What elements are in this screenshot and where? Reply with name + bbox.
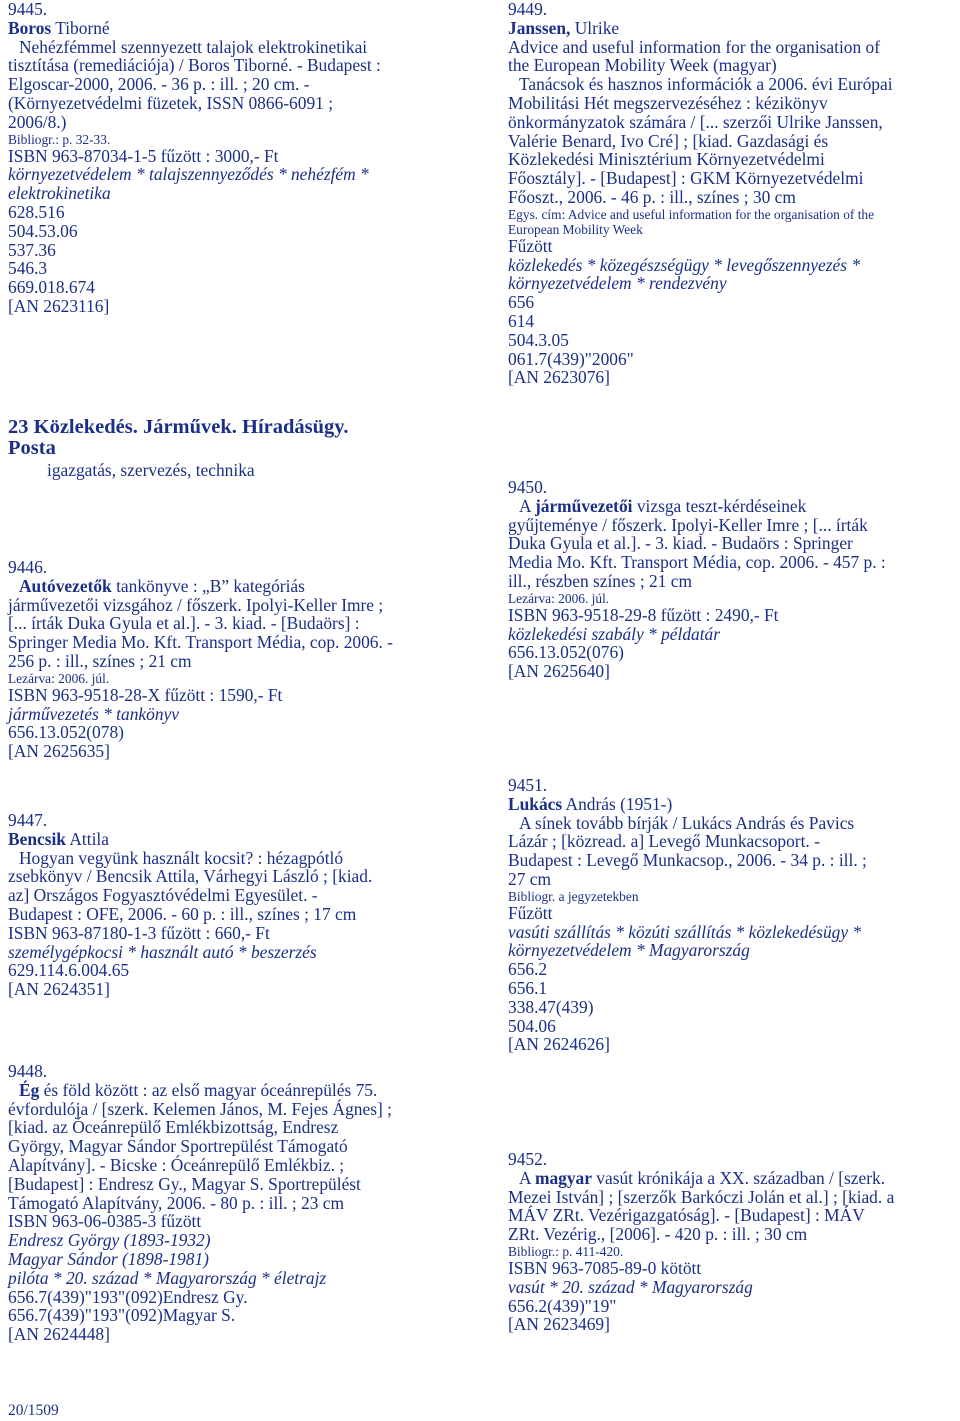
entry-text-line [8, 980, 463, 999]
subject-keywords [8, 1250, 463, 1269]
section-title: 23 Közlekedés. Járművek. Híradásügy. [8, 416, 349, 438]
entry-text: környezetvédelem * rendezvény [508, 273, 727, 294]
entry-text: Elgoscar-2000, 2006. - 36 p. : ill. ; 20 cm. - [8, 74, 310, 95]
entry-text: az] Országos Fogyasztóvédelmi Egyesület. - [8, 885, 318, 906]
entry-title-keyword: Autóvezetők [19, 575, 112, 596]
entry-text-line [508, 643, 953, 662]
entry-text: 614 [508, 310, 535, 331]
entry-text-line [508, 814, 953, 833]
entry-text: [kiad. az Óceánrepülő Emlékbizottság, Endresz [8, 1117, 339, 1138]
entry-text: [AN 2624448] [8, 1324, 110, 1345]
entry-text: környezetvédelem * Magyarország [508, 940, 750, 961]
subject-keywords [508, 923, 953, 942]
entry-text: Közlekedési Minisztérium Környezetvédelmi [508, 149, 825, 170]
entry-text: 628.516 [8, 201, 65, 222]
entry-text-prefix: A [519, 1167, 535, 1188]
entry-number: 9449. [508, 0, 548, 19]
entry-text: Nehézfémmel szennyezett talajok elektrokinetikai [19, 36, 368, 57]
entry-text: vizsga teszt-kérdéseinek [632, 495, 807, 516]
entry-text-line [508, 150, 953, 169]
entry-text-line [508, 832, 953, 851]
entry-text: vasút krónikája a XX. században / [szerk. [591, 1167, 886, 1188]
entry-text: 656.2 [508, 959, 548, 980]
entry-text-line [508, 237, 953, 256]
entry-text-line [508, 1017, 953, 1036]
entry-text: Alapítvány]. - Bicske : Óceánrepülő Emlékbiz. ; [8, 1154, 345, 1175]
subject-keywords [8, 1269, 463, 1288]
entry-text: tisztítása (remediációja) / Boros Tiborné. - Budapest : [8, 55, 381, 76]
entry-text-line [8, 723, 463, 742]
entry-text: György, Magyar Sándor Sportrepülést Támogató [8, 1136, 348, 1157]
catalog-entry [8, 0, 463, 316]
entry-author-surname: Janssen, [508, 17, 571, 38]
entry-text: Lezárva: 2006. júl. [508, 590, 610, 606]
entry-author-surname: Boros [8, 17, 52, 38]
catalog-entry [508, 776, 953, 1054]
entry-text: Főoszt., 2006. - 46 p. : ill., színes ; 30 cm [508, 186, 796, 207]
entry-text-line [8, 241, 463, 260]
entry-text-line [8, 1288, 463, 1307]
entry-text: the European Mobility Week (magyar) [508, 55, 777, 76]
entry-text: 537.36 [8, 239, 56, 260]
entry-text-line [8, 886, 463, 905]
entry-text: Főosztály]. - [Budapest] : GKM Környezetvédelmi [508, 168, 864, 189]
entry-text-line [8, 1137, 463, 1156]
entry-text-line [508, 998, 953, 1017]
entry-text-line [508, 516, 953, 535]
entry-number: 9452. [508, 1149, 548, 1169]
entry-text-line [8, 1306, 463, 1325]
entry-text: zsebkönyv / Bencsik Attila, Várhegyi László ; [kiad. [8, 866, 373, 887]
entry-text: járművezetői vizsgához / főszerk. Ipolyi-Keller Imre ; [8, 594, 384, 615]
entry-text-line [8, 1100, 463, 1119]
entry-text-line [508, 38, 953, 57]
entry-text: évfordulója / [szerk. Kelemen János, M. Fejes Ágnes] ; [8, 1098, 392, 1119]
entry-text-line [8, 633, 463, 652]
entry-text: ISBN 963-06-0385-3 fűzött [8, 1211, 202, 1232]
entry-text-line [508, 979, 953, 998]
entry-author [8, 830, 463, 849]
entry-text: 061.7(439)"2006" [508, 348, 634, 369]
entry-text: A sínek tovább bírják / Lukács András és Pavics [519, 812, 855, 833]
entry-text: Mezei István] ; [szerzők Barkóczi Jolán et al.] ; [kiad. a [508, 1186, 895, 1207]
entry-text-prefix: A [519, 495, 535, 516]
entry-text: European Mobility Week [508, 221, 643, 237]
entry-text-line [508, 851, 953, 870]
entry-text-line [8, 577, 463, 596]
entry-text-line [8, 203, 463, 222]
entry-text-line [8, 1156, 463, 1175]
entry-text: Hogyan vegyünk használt kocsit? : hézagpótló [19, 847, 344, 868]
entry-text: [AN 2625635] [8, 741, 110, 762]
entry-text-line [508, 113, 953, 132]
entry-note [508, 591, 953, 606]
subject-keywords [508, 256, 953, 275]
entry-text: gyűjteménye / főszerk. Ipolyi-Keller Imre ; [... írták [508, 514, 868, 535]
entry-text-line [508, 960, 953, 979]
entry-text-line [508, 1169, 953, 1188]
entry-note [8, 132, 463, 147]
entry-text: 656.2(439)"19" [508, 1295, 617, 1316]
entry-text-line [8, 849, 463, 868]
entry-text: Egys. cím: Advice and useful information for the organisation of the [508, 206, 875, 222]
entry-author [508, 795, 953, 814]
entry-text-line [508, 534, 953, 553]
entry-text: 629.114.6.004.65 [8, 960, 130, 981]
entry-text-line [508, 331, 953, 350]
entry-text-line [8, 278, 463, 297]
entry-text-line [8, 1194, 463, 1213]
entry-text-line [8, 1118, 463, 1137]
entry-text: (Környezetvédelmi füzetek, ISSN 0866-6091 ; [8, 92, 334, 113]
entry-text: Bibliogr. a jegyzetekben [508, 888, 639, 904]
subject-keywords [508, 1278, 953, 1297]
entry-text-line [508, 1206, 953, 1225]
entry-text-line [508, 293, 953, 312]
entry-text-line [508, 662, 953, 681]
subject-keywords [508, 625, 953, 644]
entry-text-line [8, 742, 463, 761]
entry-text: ISBN 963-9518-29-8 fűzött : 2490,- Ft [508, 604, 779, 625]
entry-author-given-name: Ulrike [570, 17, 620, 38]
entry-text-line [8, 652, 463, 671]
entry-text: ISBN 963-9518-28-X fűzött : 1590,- Ft [8, 684, 283, 705]
entry-number: 9451. [508, 775, 548, 795]
entry-text-line [508, 497, 953, 516]
entry-text-line [8, 961, 463, 980]
entry-text: és föld között : az első magyar óceánrepülés 75. [39, 1079, 378, 1100]
entry-text: 656.7(439)"193"(092)Endresz Gy. [8, 1286, 248, 1307]
subject-keywords [8, 943, 463, 962]
entry-text: ISBN 963-87034-1-5 fűzött : 3000,- Ft [8, 145, 279, 166]
entry-text: Advice and useful information for the organisation of [508, 36, 881, 57]
entry-text-line [508, 904, 953, 923]
entry-text-line [508, 350, 953, 369]
entry-text-line [508, 553, 953, 572]
entry-text: Mobilitási Hét megszervezéséhez : kézikönyv [508, 92, 828, 113]
entry-text-line [508, 1188, 953, 1207]
entry-text-line [8, 297, 463, 316]
entry-text: [Budapest] : Endresz Gy., Magyar S. Sportrepülést [8, 1173, 361, 1194]
entry-text: Magyar Sándor (1898-1981) [8, 1248, 209, 1269]
entry-text-line [508, 56, 953, 75]
entry-text-line [508, 169, 953, 188]
entry-text: Budapest : OFE, 2006. - 60 p. : ill., színes ; 17 cm [8, 903, 357, 924]
entry-text: Duka Gyula et al.]. - 3. kiad. - Budaörs : Springer [508, 533, 853, 554]
entry-number: 9445. [8, 0, 48, 19]
entry-text: Media Mo. Kft. Transport Média, cop. 2006. - 457 p. : [508, 552, 886, 573]
entry-note [508, 889, 953, 904]
entry-text: Bibliogr.: p. 32-33. [8, 131, 111, 147]
subject-keywords [8, 705, 463, 724]
entry-text: ISBN 963-87180-1-3 fűzött : 660,- Ft [8, 922, 270, 943]
entry-text-line [8, 924, 463, 943]
entry-title-keyword: járművezetői [534, 495, 633, 516]
entry-text: 669.018.674 [8, 277, 95, 298]
entry-text: Fűzött [508, 902, 553, 923]
entry-text-line [508, 312, 953, 331]
entry-text: tankönyve : „B” kategóriás [111, 575, 305, 596]
entry-text: Lezárva: 2006. júl. [8, 670, 110, 686]
entry-text-line [508, 188, 953, 207]
entry-text: vasúti szállítás * közúti szállítás * közlekedésügy * [508, 921, 862, 942]
entry-text: ISBN 963-7085-89-0 kötött [508, 1257, 702, 1278]
section-subtitle: igazgatás, szervezés, technika [47, 460, 255, 480]
entry-number: 9447. [8, 810, 48, 830]
entry-text: közlekedés * közegészségügy * levegőszennyezés * [508, 254, 861, 275]
entry-number: 9448. [8, 1061, 48, 1081]
entry-number: 9446. [8, 557, 48, 577]
entry-text: [AN 2624626] [508, 1034, 610, 1055]
entry-text-line [8, 113, 463, 132]
entry-author-given-name: András (1951-) [562, 793, 673, 814]
entry-text: Endresz György (1893-1932) [8, 1230, 211, 1251]
entry-note [8, 671, 463, 686]
entry-text: Springer Media Mo. Kft. Transport Média, cop. 2006. - [8, 632, 393, 653]
entry-text: Fűzött [508, 235, 553, 256]
catalog-entry [8, 811, 463, 999]
entry-text-line [508, 132, 953, 151]
entry-text-line [8, 259, 463, 278]
entry-text: [AN 2623076] [508, 367, 610, 388]
catalog-entry [508, 0, 953, 387]
entry-text-line [8, 56, 463, 75]
entry-text-line [8, 94, 463, 113]
entry-text-line [508, 870, 953, 889]
entry-text-line [508, 1315, 953, 1334]
entry-text: 504.06 [508, 1015, 556, 1036]
entry-text: 656.13.052(076) [508, 642, 624, 663]
entry-title-keyword: Ég [19, 1079, 40, 1100]
entry-text: 656.7(439)"193"(092)Magyar S. [8, 1305, 236, 1326]
entry-title-keyword: magyar [534, 1167, 592, 1188]
entry-text: MÁV ZRt. Vezérigazgatóság]. - [Budapest] : MÁV [508, 1205, 865, 1226]
entry-text: 2006/8.) [8, 111, 67, 132]
entry-author-surname: Lukács [508, 793, 563, 814]
entry-text-line [8, 147, 463, 166]
entry-text: [AN 2623469] [508, 1314, 610, 1335]
entry-note [508, 1244, 953, 1259]
entry-text: 656.1 [508, 977, 548, 998]
entry-text-line [508, 1225, 953, 1244]
entry-text-line [8, 75, 463, 94]
entry-text-line [508, 1297, 953, 1316]
entry-number: 9450. [508, 477, 548, 497]
entry-text: 504.53.06 [8, 220, 78, 241]
entry-author-given-name: Tiborné [51, 17, 110, 38]
subject-keywords [508, 274, 953, 293]
entry-text-line [508, 1035, 953, 1054]
entry-text: Támogató Alapítvány, 2006. - 80 p. : ill. ; 23 cm [8, 1192, 345, 1213]
entry-text: [... írták Duka Gyula et al.]. - 3. kiad. - [Budaörs] : [8, 613, 360, 634]
subject-keywords [8, 1231, 463, 1250]
entry-text: Valérie Benard, Ivo Cré] ; [kiad. Gazdasági és [508, 130, 829, 151]
entry-text-line [508, 368, 953, 387]
entry-text: 656.13.052(078) [8, 722, 124, 743]
entry-text: [AN 2624351] [8, 979, 110, 1000]
entry-text-line [8, 596, 463, 615]
entry-text: 504.3.05 [508, 329, 569, 350]
entry-text-line [8, 905, 463, 924]
entry-text: járművezetés * tankönyv [8, 703, 179, 724]
entry-author [508, 19, 953, 38]
entry-author-surname: Bencsik [8, 828, 66, 849]
entry-text: önkormányzatok számára / [... szerzői Ulrike Janssen, [508, 111, 883, 132]
entry-text: 338.47(439) [508, 996, 594, 1017]
entry-text-line [508, 606, 953, 625]
entry-text-line [8, 1212, 463, 1231]
entry-text-line [8, 38, 463, 57]
entry-text: pilóta * 20. század * Magyarország * életrajz [8, 1267, 327, 1288]
entry-author [8, 19, 463, 38]
subject-keywords [508, 941, 953, 960]
entry-text: vasút * 20. század * Magyarország [508, 1276, 753, 1297]
catalog-entry [508, 478, 953, 681]
entry-text: 256 p. : ill., színes ; 21 cm [8, 650, 192, 671]
entry-text-line [8, 614, 463, 633]
entry-text-line [508, 572, 953, 591]
subject-keywords [8, 165, 463, 184]
entry-text-line [508, 1259, 953, 1278]
entry-text: ill., részben színes ; 21 cm [508, 570, 693, 591]
entry-note [508, 222, 953, 237]
entry-text: [AN 2623116] [8, 295, 110, 316]
entry-text-line [8, 686, 463, 705]
page-number: 20/1509 [8, 1402, 59, 1419]
entry-text-line [8, 1325, 463, 1344]
catalog-entry [8, 1062, 463, 1344]
entry-text: Bibliogr.: p. 411-420. [508, 1243, 624, 1259]
entry-text: Tanácsok és hasznos információk a 2006. évi Európai [519, 74, 893, 95]
entry-text: Budapest : Levegő Munkacsop., 2006. - 34 p. : ill. ; [508, 850, 867, 871]
entry-note [508, 207, 953, 222]
entry-text-line [8, 1175, 463, 1194]
entry-author-given-name: Attila [65, 828, 109, 849]
entry-text: környezetvédelem * talajszennyeződés * nehézfém * [8, 164, 369, 185]
entry-text: 546.3 [8, 258, 48, 279]
entry-text: 656 [508, 292, 535, 313]
entry-text: elektrokinetika [8, 183, 111, 204]
entry-text: 27 cm [508, 868, 551, 889]
entry-text: közlekedési szabály * példatár [508, 623, 721, 644]
entry-text: személygépkocsi * használt autó * beszerzés [8, 941, 317, 962]
entry-text: Lázár ; [közread. a] Levegő Munkacsoport. - [508, 831, 820, 852]
subject-keywords [8, 184, 463, 203]
catalog-entry [8, 558, 463, 761]
entry-text-line [8, 1081, 463, 1100]
section-title-continued: Posta [8, 437, 56, 459]
entry-text-line [8, 867, 463, 886]
entry-text-line [8, 222, 463, 241]
entry-text: ZRt. Vezérig., [2006]. - 420 p. : ill. ; 30 cm [508, 1224, 808, 1245]
catalog-entry [508, 1150, 953, 1334]
entry-text-line [508, 75, 953, 94]
entry-text: [AN 2625640] [508, 661, 610, 682]
entry-text-line [508, 94, 953, 113]
